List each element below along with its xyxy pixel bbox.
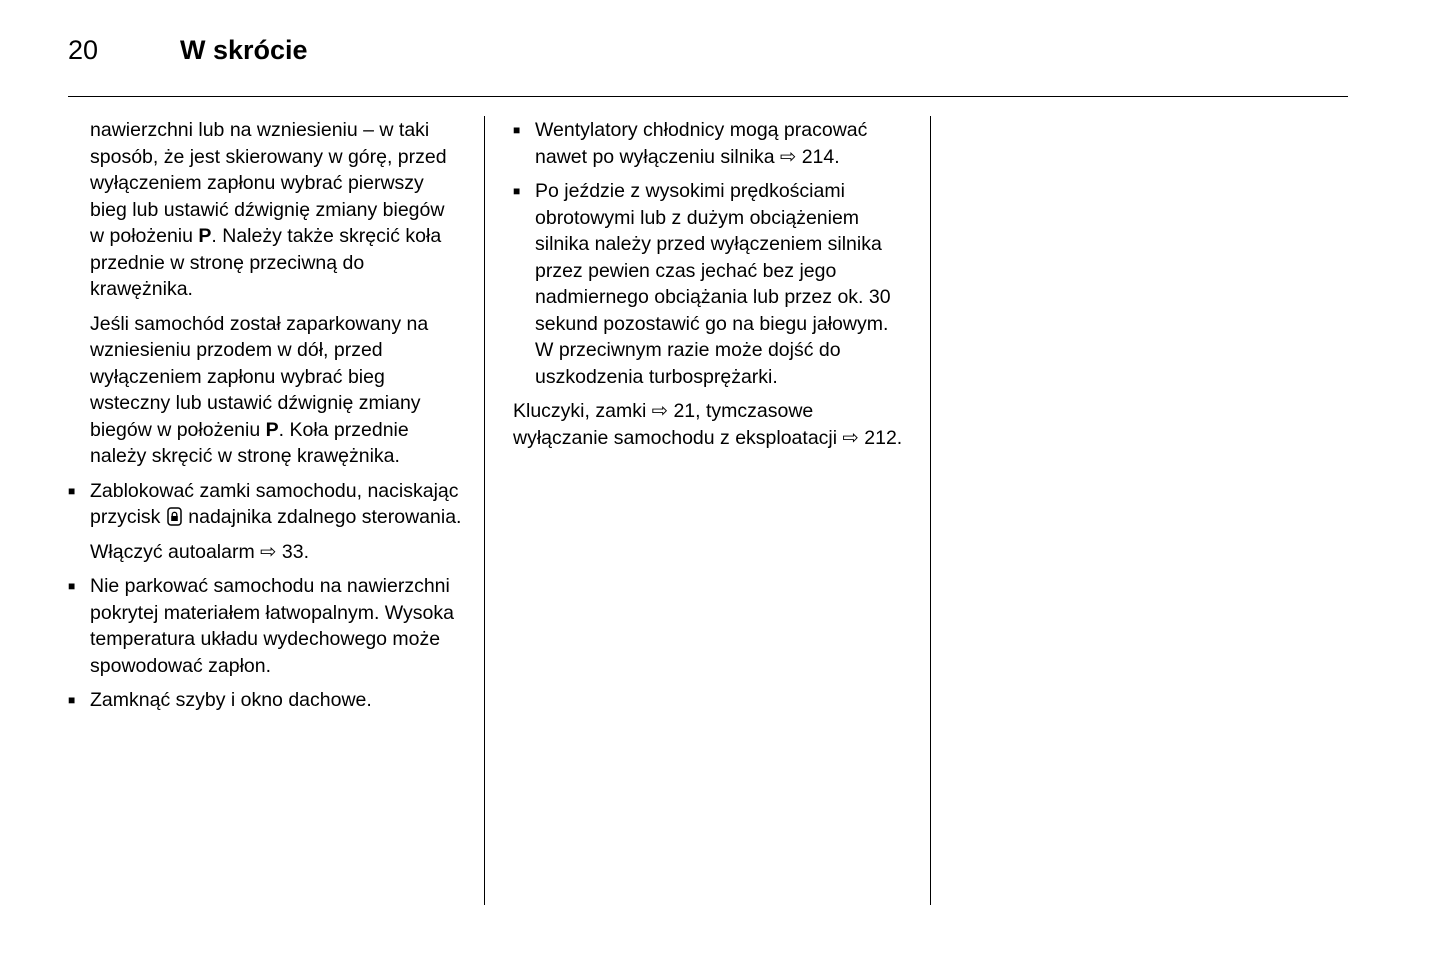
text-run: nadajnika zdalnego sterowania. (182, 506, 462, 528)
bullet-no-flammable-surface (68, 573, 462, 679)
column-2 (513, 117, 907, 459)
bullet-marker-icon: ■ (513, 123, 521, 137)
bullet-turbo-idle (513, 178, 907, 390)
header-rule (68, 96, 1348, 97)
column-divider-2 (930, 116, 931, 905)
bullet-marker-icon: ■ (68, 693, 76, 707)
text-run: Kluczyki, zamki ⇨ 21, tymczasowe wyłączanie samochodu z eksploatacji ⇨ 212. (513, 400, 903, 449)
para-parking-uphill (90, 117, 462, 303)
para-keys-locks-ref (513, 398, 907, 451)
text-run-bold: P (198, 225, 212, 247)
bullet-marker-icon: ■ (68, 483, 76, 498)
text-run: Zamknąć szyby i okno dachowe. (90, 689, 372, 711)
remote-lock-button-icon (167, 507, 182, 526)
para-activate-alarm (90, 539, 462, 566)
bullet-marker-icon: ■ (68, 579, 76, 593)
text-run: Włączyć autoalarm ⇨ 33. (90, 540, 309, 563)
bullet-marker-icon: ■ (513, 184, 521, 198)
bullet-cooling-fans (513, 117, 907, 170)
text-run: Jeśli samochód został zaparkowany na wzniesieniu przodem w dół, przed wyłączeniem zapłonu wybrać bieg wsteczny lub ustawić dźwignię zmiany biegów w położeniu (90, 312, 429, 441)
column-divider-1 (484, 116, 485, 905)
para-parking-downhill (90, 311, 462, 470)
text-run-bold: P (265, 418, 279, 441)
text-run: Po jeździe z wysokimi prędkościami obrotowymi lub z dużym obciążeniem silnika należy przed wyłączeniem silnika przez pewien czas jechać bez jego nadmiernego obciążania lub przez ok. 30 sekund pozostawić go na biegu jałowym. W przeciwnym razie może dojść do uszkodzenia turbosprężarki. (535, 180, 891, 388)
text-run: . Należy także skręcić koła przednie w stronę przeciwną do krawężnika. (90, 225, 442, 300)
text-run: nawierzchni lub na wzniesieniu – w taki sposób, że jest skierowany w górę, przed wyłączeniem zapłonu wybrać pierwszy bieg lub ustawić dźwignię zmiany biegów w położeniu (90, 119, 447, 247)
text-run: Zablokować zamki samochodu, naciskając przycisk (90, 479, 459, 528)
text-run: . Koła przednie należy skręcić w stronę krawężnika. (90, 418, 409, 467)
text-run: Nie parkować samochodu na nawierzchni pokrytej materiałem łatwopalnym. Wysoka temperatura układu wydechowego może spowodować zapłon. (90, 575, 454, 677)
text-run: Wentylatory chłodnicy mogą pracować nawet po wyłączeniu silnika ⇨ 214. (535, 119, 868, 168)
bullet-close-windows (68, 687, 462, 714)
bullet-lock-doors (68, 478, 462, 531)
page-number: 20 (68, 35, 99, 65)
section-title: W skrócie (180, 35, 308, 65)
page-header (68, 34, 308, 66)
column-1 (68, 117, 462, 722)
